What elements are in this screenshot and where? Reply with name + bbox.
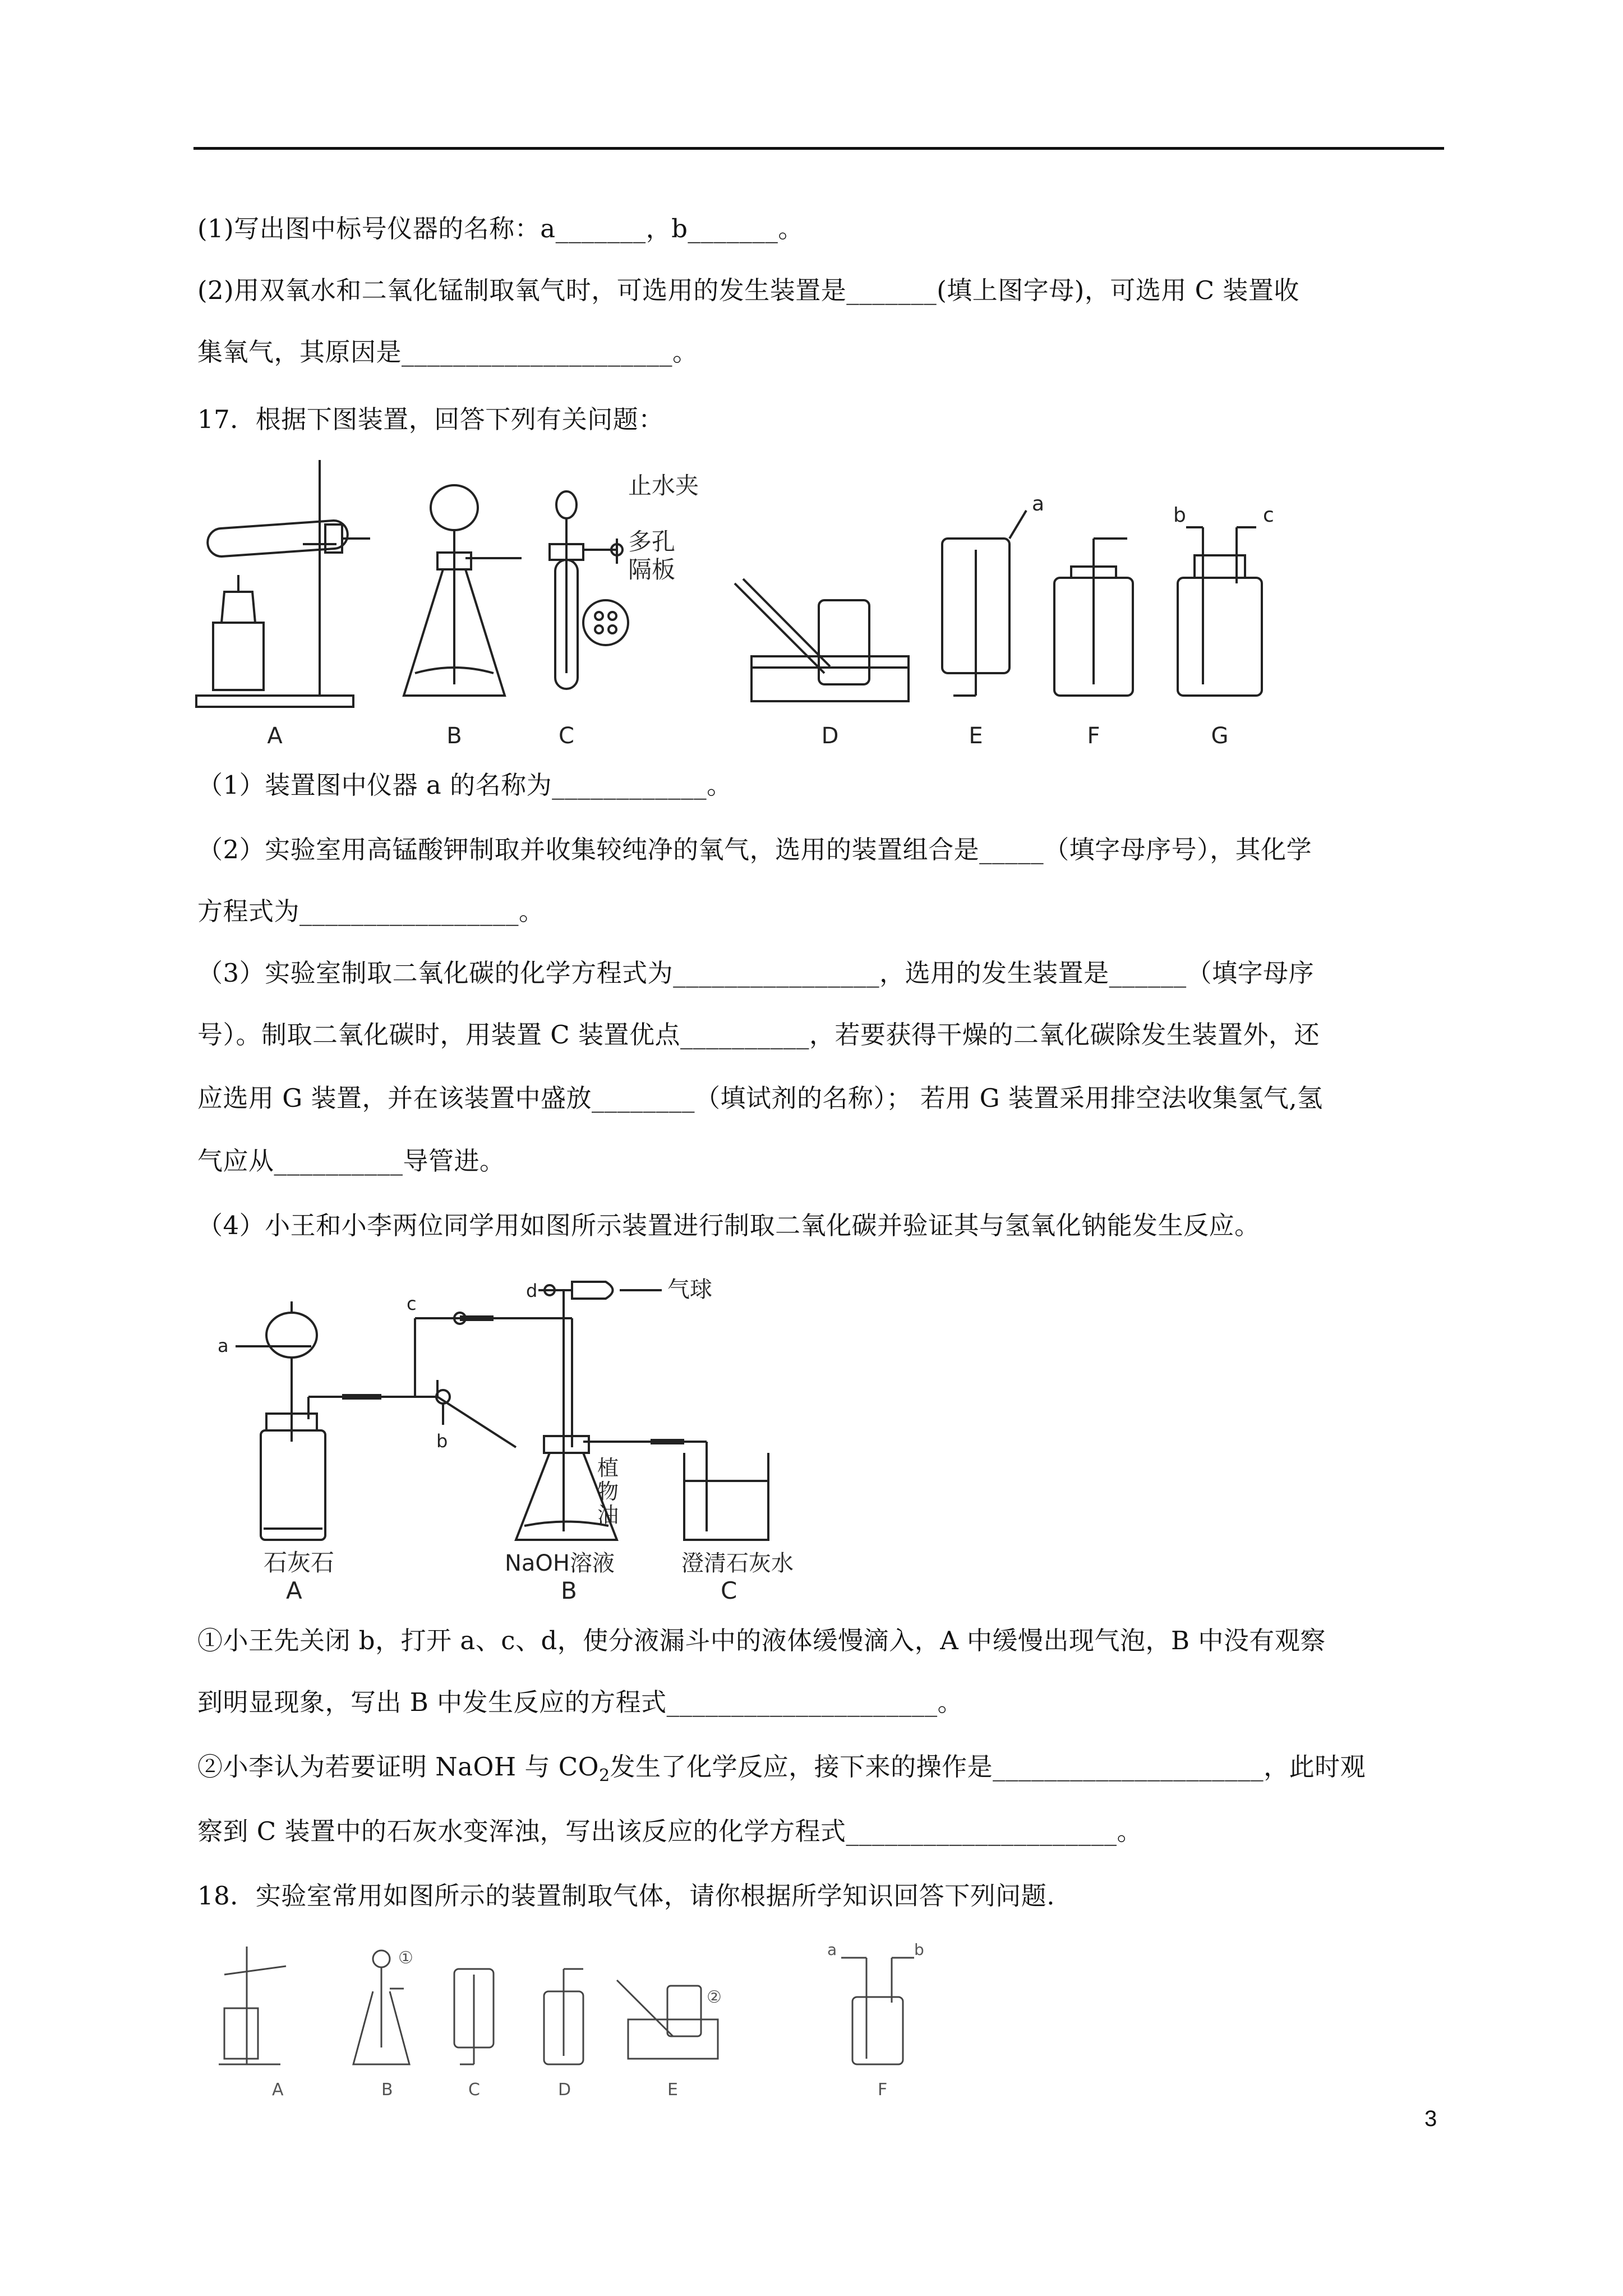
connector-tubes: [415, 1313, 572, 1447]
label-letter-f: F: [1087, 723, 1100, 749]
q17-part3-cont1: 号）。制取二氧化碳时，用装置 C 装置优点__________，若要获得干燥的二氧化碳除发生装置外，还: [197, 1020, 1320, 1050]
apparatus-d-figure: [735, 579, 909, 701]
label-setup-a: A: [286, 1577, 302, 1604]
label-instrument-a: a: [1032, 493, 1045, 516]
small-label-e: E: [667, 2080, 678, 2100]
label-veg-oil-3: 油: [597, 1503, 619, 1527]
label-limewater: 澄清石灰水: [681, 1550, 794, 1576]
setup-c-figure: [684, 1442, 768, 1540]
label-port-c: c: [1263, 504, 1274, 527]
label-limestone: 石灰石: [264, 1549, 335, 1576]
apparatus-e-figure: [942, 510, 1026, 696]
figure-apparatus-a-to-f: [213, 1935, 987, 2104]
label-letter-e: E: [969, 723, 983, 749]
label-stop-clamp: 止水夹: [628, 472, 699, 499]
small-label-c: C: [468, 2080, 480, 2100]
small-label-port-a: a: [827, 1940, 837, 1959]
small-label-a: A: [272, 2080, 284, 2100]
label-veg-oil-1: 植: [597, 1456, 619, 1480]
header-rule: [193, 147, 1444, 150]
figure-co2-naoh-setup: [202, 1268, 875, 1604]
q16-part2: (2)用双氧水和二氧化锰制取氧气时，可选用的发生装置是_______(填上图字母)，可选用 C 装置收: [197, 275, 1299, 305]
label-balloon: 气球: [667, 1277, 712, 1303]
label-letter-b: B: [446, 723, 462, 749]
q17-part4: （4）小王和小李两位同学用如图所示装置进行制取二氧化碳并验证其与氢氧化钠能发生反应。: [197, 1211, 1260, 1240]
label-veg-oil-2: 物: [597, 1479, 619, 1504]
small-label-port-b: b: [914, 1940, 924, 1959]
apparatus-f-figure: [1054, 539, 1133, 696]
apparatus-c-figure: [550, 491, 628, 689]
small-apparatus-f: [841, 1958, 914, 2064]
label-letter-g: G: [1211, 723, 1229, 749]
small-label-b: B: [381, 2080, 393, 2100]
q17-part2-cont: 方程式为_________________。: [197, 896, 545, 926]
page-number: 3: [1424, 2106, 1437, 2131]
small-apparatus-d: [544, 1969, 583, 2064]
small-label-1: ①: [398, 1948, 413, 1968]
small-apparatus-a: [219, 1947, 286, 2064]
label-letter-c: C: [559, 723, 574, 749]
q17-part2: （2）实验室用高锰酸钾制取并收集较纯净的氧气，选用的装置组合是_____（填字母序号），其化学: [197, 835, 1312, 864]
apparatus-g-figure: [1178, 527, 1262, 696]
q17-part3-cont3: 气应从__________导管进。: [197, 1146, 505, 1176]
small-label-2: ②: [707, 1987, 722, 2007]
q16-part2-cont: 集氧气，其原因是_____________________。: [197, 337, 698, 367]
q17-part3-cont2: 应选用 G 装置，并在该装置中盛放________（填试剂的名称）； 若用 G 装置采用排空法收集氢气,氢: [197, 1083, 1323, 1113]
q17-step2-cont: 察到 C 装置中的石灰水变浑浊，写出该反应的化学方程式_____________________。: [197, 1816, 1143, 1846]
label-valve-c: c: [407, 1293, 417, 1314]
q17-step2: ②小李认为若要证明 NaOH 与 $CO_2$发生了化学反应，接下来的操作是_____________________，此时观: [197, 1752, 1366, 1786]
apparatus-b-figure: [404, 485, 522, 696]
label-letter-d: D: [821, 723, 839, 749]
q17-part3: （3）实验室制取二氧化碳的化学方程式为________________，选用的发生装置是______（填字母序: [197, 958, 1315, 988]
label-port-b: b: [1173, 504, 1186, 527]
label-valve-d: d: [526, 1280, 538, 1301]
small-label-f: F: [878, 2080, 888, 2100]
label-naoh-solution: NaOH溶液: [505, 1550, 615, 1576]
setup-a-figure: [236, 1301, 437, 1540]
label-setup-c: C: [721, 1577, 737, 1604]
label-setup-b: B: [561, 1577, 577, 1604]
label-plate: 隔板: [628, 556, 676, 583]
q17-step1: ①小王先关闭 b，打开 a、c、d，使分液漏斗中的液体缓慢滴入，A 中缓慢出现气泡，B 中没有观察: [197, 1626, 1326, 1655]
q17-step1-cont: 到明显现象，写出 B 中发生反应的方程式_____________________。: [197, 1687, 963, 1717]
figure-apparatus-a-to-g: [191, 454, 1324, 757]
q18-title: 18．实验室常用如图所示的装置制取气体，请你根据所学知识回答下列问题.: [197, 1881, 1055, 1911]
label-valve-b: b: [436, 1430, 448, 1452]
label-letter-a: A: [267, 723, 283, 749]
small-label-d: D: [558, 2080, 571, 2100]
q17-part1: （1）装置图中仪器 a 的名称为____________。: [197, 770, 732, 800]
label-porous: 多孔: [628, 528, 676, 555]
apparatus-a-figure: [196, 460, 370, 707]
q17-title: 17．根据下图装置，回答下列有关问题：: [197, 404, 664, 434]
small-apparatus-c: [454, 1969, 494, 2064]
small-apparatus-e: [617, 1980, 718, 2059]
label-valve-a: a: [218, 1335, 229, 1356]
q16-part1: (1)写出图中标号仪器的名称：a_______，b_______。: [197, 214, 804, 243]
